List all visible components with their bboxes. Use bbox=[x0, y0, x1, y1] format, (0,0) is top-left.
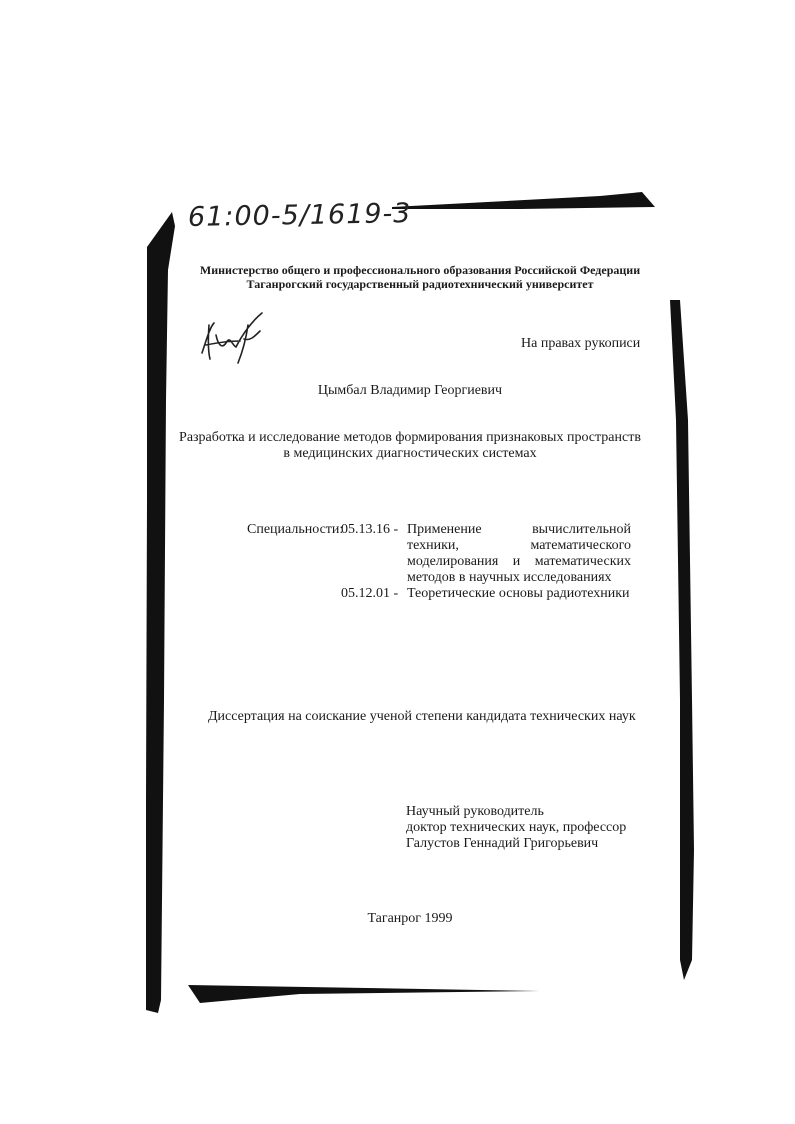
supervisor-title: доктор технических наук, профессор bbox=[406, 820, 627, 835]
top-edge-shadow bbox=[392, 192, 655, 209]
specialty-text-2: Теоретические основы радиотехники bbox=[407, 586, 630, 601]
bottom-edge-shadow bbox=[188, 985, 540, 1003]
university-header: Таганрогский государственный радиотехнический университет bbox=[246, 277, 594, 291]
manuscript-note: На правах рукописи bbox=[521, 336, 641, 351]
place-year: Таганрог 1999 bbox=[367, 911, 453, 926]
supervisor-label: Научный руководитель bbox=[406, 804, 544, 819]
degree-statement: Диссертация на соискание ученой степени кандидата технических наук bbox=[208, 709, 636, 724]
dissertation-title-line-1: Разработка и исследование методов формирования признаковых пространств bbox=[179, 430, 641, 445]
dissertation-title-line-2: в медицинских диагностических системах bbox=[283, 446, 537, 461]
right-edge-shadow bbox=[670, 300, 694, 980]
specialty-code-1: 05.13.16 - bbox=[341, 522, 399, 537]
ministry-header: Министерство общего и профессионального образования Российской Федерации bbox=[199, 263, 641, 277]
specialty-text-1: Применение вычислительной техники, математического моделирования и математических методов в научных исследованиях bbox=[407, 522, 631, 585]
supervisor-name: Галустов Геннадий Григорьевич bbox=[406, 836, 599, 851]
signature-icon bbox=[196, 305, 266, 367]
archive-code-handwritten: 61:00-5/1619-3 bbox=[187, 198, 412, 233]
left-edge-shadow bbox=[146, 212, 175, 1013]
specialties-label: Специальности: bbox=[247, 522, 344, 537]
author-name: Цымбал Владимир Георгиевич bbox=[317, 383, 503, 398]
specialty-code-2: 05.12.01 - bbox=[341, 586, 399, 601]
